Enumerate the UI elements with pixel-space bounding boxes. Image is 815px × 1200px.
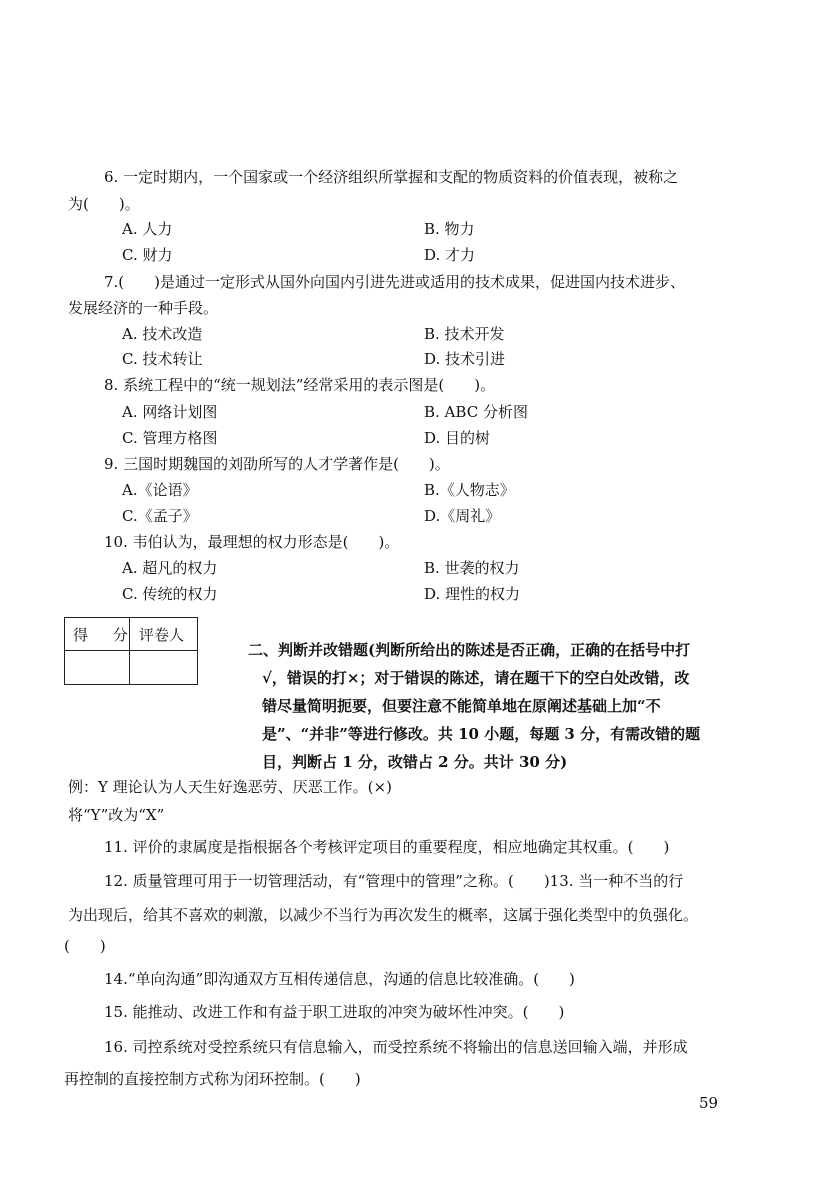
section2-line4: 是”、“并非”等进行修改。共 10 小题，每题 3 分，有需改错的题 [262, 725, 701, 743]
q9-option-c: C.《孟子》 [122, 507, 198, 525]
q7-stem-line2: 发展经济的一种手段。 [68, 299, 219, 317]
q7-option-a: A. 技术改造 [122, 325, 203, 343]
q13-line2: 为出现后，给其不喜欢的刺激，以减少不当行为再次发生的概率，这属于强化类型中的负强化。 [68, 906, 699, 924]
q8-option-c: C. 管理方格图 [122, 429, 218, 447]
q9-stem: 9. 三国时期魏国的刘劭所写的人才学著作是( )。 [104, 455, 450, 473]
q10-option-c: C. 传统的权力 [122, 585, 218, 603]
section2-line5: 目，判断占 1 分，改错占 2 分。共计 30 分) [262, 753, 568, 771]
q6-stem-line1: 6. 一定时期内，一个国家或一个经济组织所掌握和支配的物质资料的价值表现，被称之 [104, 168, 679, 186]
page-number: 59 [699, 1094, 719, 1112]
score-label: 得 分 [73, 626, 138, 644]
section2-instructions [248, 636, 738, 776]
q14: 14.“单向沟通”即沟通双方互相传递信息，沟通的信息比较准确。( ) [104, 970, 575, 988]
q10-option-a: A. 超凡的权力 [122, 559, 218, 577]
q6-stem-line2: 为( )。 [68, 195, 140, 213]
q6-option-d: D. 才力 [424, 246, 476, 264]
example-line1: 例：Y 理论认为人天生好逸恶劳、厌恶工作。(×) [68, 778, 392, 796]
q6-option-b: B. 物力 [424, 220, 475, 238]
q7-option-d: D. 技术引进 [424, 350, 506, 368]
q9-option-b: B.《人物志》 [424, 481, 515, 499]
q12-q13-line1: 12. 质量管理可用于一切管理活动，有“管理中的管理”之称。( )13. 当一种不当的行 [104, 872, 684, 890]
q13-line3: ( ) [64, 937, 106, 955]
score-table [64, 617, 198, 685]
q9-option-d: D.《周礼》 [424, 507, 501, 525]
example-line2: 将“Y”改为“X” [68, 806, 165, 824]
q7-option-c: C. 技术转让 [122, 350, 203, 368]
section2-line3: 错尽量简明扼要，但要注意不能简单地在原阐述基础上加“不 [262, 697, 661, 715]
q16-line1: 16. 司控系统对受控系统只有信息输入，而受控系统不将输出的信息送回输入端，并形成 [104, 1038, 688, 1056]
q16-line2: 再控制的直接控制方式称为闭环控制。( ) [64, 1070, 361, 1088]
q11: 11. 评价的隶属度是指根据各个考核评定项目的重要程度，相应地确定其权重。( ) [104, 838, 670, 856]
q6-option-c: C. 财力 [122, 246, 173, 264]
q10-stem: 10. 韦伯认为，最理想的权力形态是( )。 [104, 533, 400, 551]
q10-option-b: B. 世袭的权力 [424, 559, 520, 577]
q8-option-b: B. ABC 分析图 [424, 403, 528, 421]
q8-option-a: A. 网络计划图 [122, 403, 218, 421]
q7-option-b: B. 技术开发 [424, 325, 505, 343]
q9-option-a: A.《论语》 [122, 481, 198, 499]
score-table-divider-horizontal [65, 650, 197, 651]
q10-option-d: D. 理性的权力 [424, 585, 521, 603]
q8-stem: 8. 系统工程中的“统一规划法”经常采用的表示图是( )。 [104, 376, 496, 394]
q8-option-d: D. 目的树 [424, 429, 491, 447]
section2-line1: 二、判断并改错题(判断所给出的陈述是否正确，正确的在括号中打 [248, 641, 691, 659]
grader-label: 评卷人 [139, 626, 185, 644]
q6-option-a: A. 人力 [122, 220, 173, 238]
section2-line2: √，错误的打×；对于错误的陈述，请在题干下的空白处改错，改 [262, 669, 690, 687]
q7-stem-line1: 7.( )是通过一定形式从国外向国内引进先进或适用的技术成果，促进国内技术进步、 [104, 273, 686, 291]
q15: 15. 能推动、改进工作和有益于职工进取的冲突为破坏性冲突。( ) [104, 1003, 565, 1021]
